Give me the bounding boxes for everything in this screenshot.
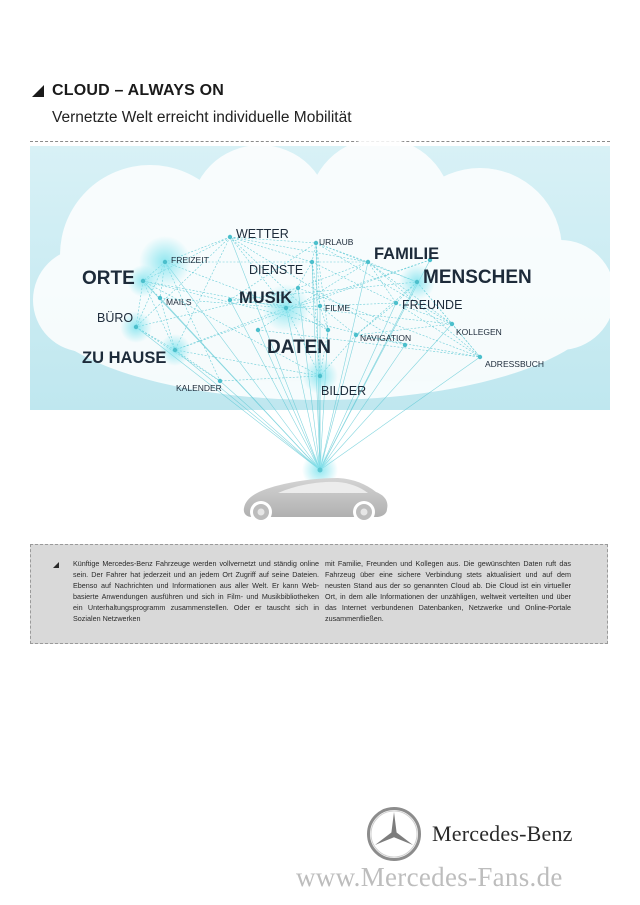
network-node — [228, 298, 232, 302]
watermark: www.Mercedes-Fans.de — [296, 862, 563, 892]
network-node — [296, 286, 300, 290]
word-zu-hause: ZU HAUSE — [82, 349, 167, 367]
network-node — [158, 296, 162, 300]
network-node — [141, 279, 145, 283]
word-menschen: MENSCHEN — [423, 267, 532, 288]
network-node — [318, 304, 322, 308]
network-node — [394, 301, 398, 305]
network-node — [366, 260, 370, 264]
car-uplink-node — [318, 468, 323, 473]
info-text-column-1: Künftige Mercedes-Benz Fahrzeuge werden vollvernetzt und ständig online sein. Der Fahrer hat jederzeit und an jedem Ort Zugriff auf seine Dateien. Ebenso auf Nachrichten und Informationen aus aller Welt. Er kann Web-basierte Anwendungen ausführen und sich in Film- und Musikbibliotheken ein Unterhaltungsprogramm zusammenstellen. Oder er tauscht sich in Sozialen Netzwerken — [73, 559, 319, 624]
network-node — [134, 325, 138, 329]
network-node — [403, 343, 407, 347]
word-familie: FAMILIE — [374, 245, 440, 263]
page-title: CLOUD – ALWAYS ON — [52, 82, 225, 99]
info-triangle-icon — [53, 562, 59, 568]
network-node — [163, 260, 167, 264]
brand-name: Mercedes-Benz — [432, 821, 573, 846]
word-freizeit: FREIZEIT — [171, 255, 209, 265]
info-text-column-2: mit Familie, Freunden und Kollegen aus. Die gewünschten Daten ruft das Fahrzeug über eine sichere Verbindung stets aktualisiert und auf dem neusten Stand aus der so genannten Cloud ab. Die Cloud ist ein virtueller Ort, in dem alle Informationen der unzähligen, weltweit verteilten und über das Internet verbundenen Datenbanken, Netzwerke und Online-Portale zusammenfließen. — [325, 559, 571, 624]
network-node — [256, 328, 260, 332]
network-node — [318, 374, 322, 378]
info-box — [30, 544, 608, 644]
word-filme: FILME — [325, 303, 351, 313]
word-musik: MUSIK — [239, 289, 293, 307]
network-node — [415, 280, 419, 284]
word-wetter: WETTER — [236, 227, 289, 241]
word-dienste: DIENSTE — [249, 263, 304, 277]
word-orte: ORTE — [82, 268, 135, 289]
word-adressbuch: ADRESSBUCH — [485, 359, 545, 369]
word-daten: DATEN — [267, 337, 332, 358]
word-bilder: BILDER — [321, 384, 367, 398]
network-node — [314, 241, 318, 245]
word-freunde: FREUNDE — [402, 298, 463, 312]
brand-block — [366, 806, 573, 862]
network-node — [310, 260, 314, 264]
mercedes-star-icon — [366, 806, 422, 862]
word-mails: MAILS — [166, 297, 192, 307]
page-subtitle: Vernetzte Welt erreicht individuelle Mobilität — [52, 109, 352, 126]
network-node — [326, 328, 330, 332]
network-node — [354, 333, 358, 337]
word-urlaub: URLAUB — [319, 237, 354, 247]
car-silhouette-icon — [244, 478, 388, 523]
network-node — [228, 235, 232, 239]
network-node — [478, 355, 482, 359]
network-node — [173, 348, 177, 352]
word-navigation: NAVIGATION — [360, 333, 412, 343]
word-buero: BÜRO — [97, 311, 134, 325]
word-kalender: KALENDER — [176, 383, 222, 393]
network-node — [450, 322, 454, 326]
word-kollegen: KOLLEGEN — [456, 327, 502, 337]
